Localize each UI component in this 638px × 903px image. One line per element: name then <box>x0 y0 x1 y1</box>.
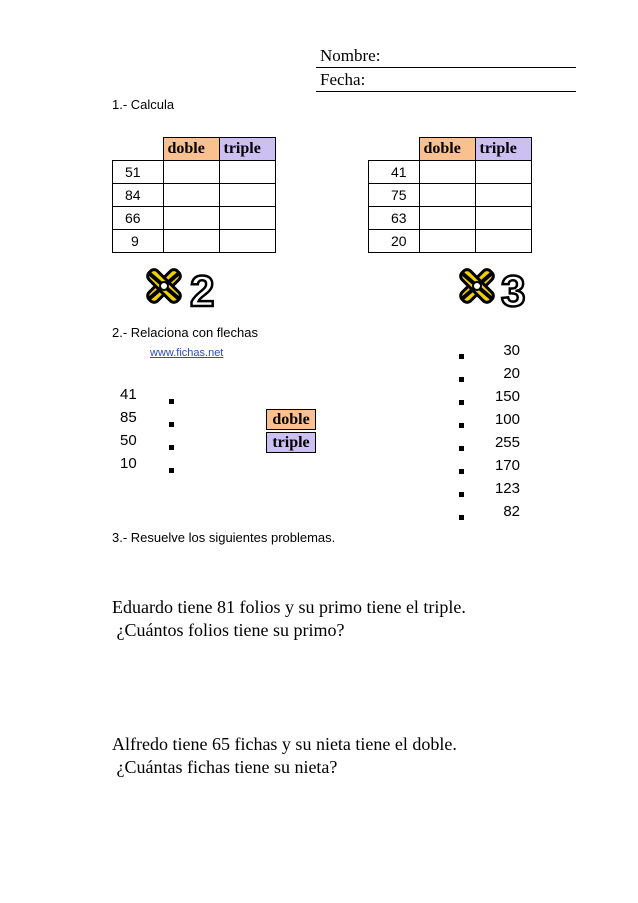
connection-dot[interactable] <box>169 399 174 404</box>
table-row <box>369 207 532 230</box>
answer-cell[interactable] <box>219 207 275 230</box>
doble-box[interactable]: doble <box>266 409 316 430</box>
problem-statement: Eduardo tiene 81 folios y su primo tiene el triple. <box>112 597 466 617</box>
left-number: 85 <box>120 409 137 426</box>
table-row <box>369 184 532 207</box>
section2-title: 2.- Relaciona con flechas <box>112 325 258 340</box>
left-number: 10 <box>120 455 137 472</box>
left-number: 50 <box>120 432 137 449</box>
calc-table-left <box>112 137 276 253</box>
table-row <box>113 184 276 207</box>
times-three-icon <box>455 262 535 310</box>
answer-cell[interactable] <box>475 184 531 207</box>
section1-title: 1.- Calcula <box>112 97 175 112</box>
table-row <box>113 161 276 184</box>
table-row <box>369 230 532 253</box>
triple-header: triple <box>475 138 531 161</box>
connection-dot[interactable] <box>459 515 464 520</box>
number-cell: 9 <box>113 230 164 253</box>
section3-title: 3.- Resuelve los siguientes problemas. <box>112 530 336 545</box>
connection-dot[interactable] <box>459 377 464 382</box>
doble-header: doble <box>419 138 475 161</box>
number-cell: 20 <box>369 230 420 253</box>
answer-cell[interactable] <box>163 230 219 253</box>
connection-dot[interactable] <box>169 468 174 473</box>
date-label: Fecha: <box>320 70 366 89</box>
icon-digit: 2 <box>190 267 215 310</box>
answer-cell[interactable] <box>419 230 475 253</box>
connection-dot[interactable] <box>459 354 464 359</box>
triple-header: triple <box>219 138 275 161</box>
number-cell: 41 <box>369 161 420 184</box>
answer-cell[interactable] <box>475 161 531 184</box>
icon-digit: 3 <box>501 267 526 310</box>
connection-dot[interactable] <box>459 446 464 451</box>
table-row <box>113 230 276 253</box>
answer-cell[interactable] <box>219 184 275 207</box>
date-field[interactable] <box>316 70 576 92</box>
connection-dot[interactable] <box>169 445 174 450</box>
calc-table-right <box>368 137 532 253</box>
problem-question: ¿Cuántas fichas tiene su nieta? <box>112 757 338 777</box>
right-number: 150 <box>494 388 520 405</box>
times-two-icon <box>142 262 222 310</box>
right-number: 170 <box>494 457 520 474</box>
number-cell: 51 <box>113 161 164 184</box>
number-cell: 75 <box>369 184 420 207</box>
connection-dot[interactable] <box>459 400 464 405</box>
problem-statement: Alfredo tiene 65 fichas y su nieta tiene el doble. <box>112 734 457 754</box>
answer-cell[interactable] <box>419 207 475 230</box>
answer-cell[interactable] <box>475 230 531 253</box>
answer-cell[interactable] <box>163 207 219 230</box>
right-number: 20 <box>503 365 520 382</box>
answer-cell[interactable] <box>163 161 219 184</box>
answer-cell[interactable] <box>419 161 475 184</box>
number-cell: 63 <box>369 207 420 230</box>
connection-dot[interactable] <box>169 422 174 427</box>
number-cell: 84 <box>113 184 164 207</box>
name-field[interactable] <box>316 46 576 68</box>
table-row <box>369 161 532 184</box>
connection-dot[interactable] <box>459 423 464 428</box>
problem-1 <box>112 596 466 642</box>
answer-cell[interactable] <box>219 161 275 184</box>
right-number: 255 <box>494 434 520 451</box>
answer-cell[interactable] <box>219 230 275 253</box>
problem-2 <box>112 733 457 779</box>
problem-question: ¿Cuántos folios tiene su primo? <box>112 620 345 640</box>
answer-cell[interactable] <box>419 184 475 207</box>
answer-cell[interactable] <box>163 184 219 207</box>
website-link[interactable]: www.fichas.net <box>150 347 224 359</box>
left-number: 41 <box>120 386 137 403</box>
connection-dot[interactable] <box>459 469 464 474</box>
name-label: Nombre: <box>320 46 381 65</box>
right-number: 82 <box>503 503 520 520</box>
right-number: 123 <box>494 480 520 497</box>
triple-box[interactable]: triple <box>266 432 316 453</box>
right-number: 100 <box>494 411 520 428</box>
answer-cell[interactable] <box>475 207 531 230</box>
doble-header: doble <box>163 138 219 161</box>
connection-dot[interactable] <box>459 492 464 497</box>
right-number: 30 <box>503 342 520 359</box>
table-row <box>113 207 276 230</box>
number-cell: 66 <box>113 207 164 230</box>
